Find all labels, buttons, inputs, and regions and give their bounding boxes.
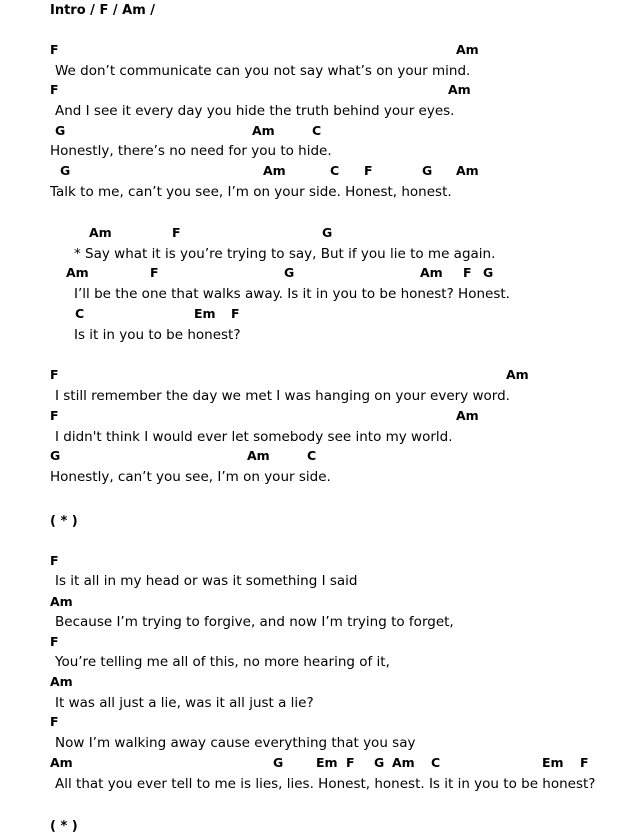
chord: Am	[448, 82, 471, 97]
chord: F	[346, 755, 355, 770]
chord: Am	[89, 225, 112, 240]
lyric-line: Honestly, can’t you see, I’m on your side.	[50, 469, 331, 485]
chord: C	[75, 306, 85, 321]
lyric-line: Talk to me, can’t you see, I’m on your side. Honest, honest.	[50, 184, 452, 200]
chord: F	[580, 755, 589, 770]
chord: F	[50, 634, 59, 649]
chorus-marker: ( * )	[50, 514, 78, 529]
chord: Am	[263, 163, 286, 178]
chord: G	[374, 755, 385, 770]
chord: Am	[50, 674, 73, 689]
chord: Am	[247, 448, 270, 463]
chord: F	[231, 306, 240, 321]
intro-line: Intro / F / Am /	[50, 3, 156, 18]
chord: F	[50, 714, 59, 729]
chord: Em	[194, 306, 216, 321]
chord: F	[463, 265, 472, 280]
lyric-line: And I see it every day you hide the truth behind your eyes.	[55, 103, 455, 119]
chord: C	[307, 448, 317, 463]
chord: Em	[316, 755, 338, 770]
chord: F	[364, 163, 373, 178]
chord: Am	[420, 265, 443, 280]
chord: Am	[50, 755, 73, 770]
lyric-line: * Say what it is you’re trying to say, But if you lie to me again.	[74, 246, 496, 262]
chord: G	[422, 163, 433, 178]
lyric-line: Is it in you to be honest?	[74, 327, 241, 343]
chord: G	[483, 265, 494, 280]
chord: F	[50, 82, 59, 97]
chord: Am	[456, 163, 479, 178]
chord: Em	[542, 755, 564, 770]
chord: Am	[456, 408, 479, 423]
chorus-marker: ( * )	[50, 819, 78, 834]
lyric-line: We don’t communicate can you not say what’s on your mind.	[55, 63, 471, 79]
lyric-line: I didn't think I would ever let somebody see into my world.	[55, 429, 453, 445]
chord: G	[273, 755, 284, 770]
lyric-line: I’ll be the one that walks away. Is it in you to be honest? Honest.	[74, 286, 510, 302]
chord: F	[50, 553, 59, 568]
chord: C	[330, 163, 340, 178]
lyric-line: You’re telling me all of this, no more hearing of it,	[55, 654, 390, 670]
chord: Am	[50, 594, 73, 609]
lyric-line: I still remember the day we met I was hanging on your every word.	[55, 388, 510, 404]
chord: F	[50, 42, 59, 57]
chord: Am	[456, 42, 479, 57]
chord: G	[60, 163, 71, 178]
chord: F	[172, 225, 181, 240]
lyric-line: Now I’m walking away cause everything that you say	[55, 735, 416, 751]
chord: F	[50, 367, 59, 382]
chord: Am	[392, 755, 415, 770]
lyric-line: It was all just a lie, was it all just a lie?	[55, 695, 314, 711]
chord: C	[431, 755, 441, 770]
lyric-line: All that you ever tell to me is lies, lies. Honest, honest. Is it in you to be honest?	[55, 776, 596, 792]
lyric-line: Honestly, there’s no need for you to hide.	[50, 143, 332, 159]
chord: C	[312, 123, 322, 138]
chord: F	[150, 265, 159, 280]
chord: Am	[66, 265, 89, 280]
chord: G	[50, 448, 61, 463]
lyric-line: Because I’m trying to forgive, and now I’m trying to forget,	[55, 614, 454, 630]
chord: Am	[252, 123, 275, 138]
chord: F	[50, 408, 59, 423]
lyric-line: Is it all in my head or was it something I said	[55, 573, 358, 589]
chord: Am	[506, 367, 529, 382]
chord: G	[284, 265, 295, 280]
chord: G	[55, 123, 66, 138]
chord: G	[322, 225, 333, 240]
